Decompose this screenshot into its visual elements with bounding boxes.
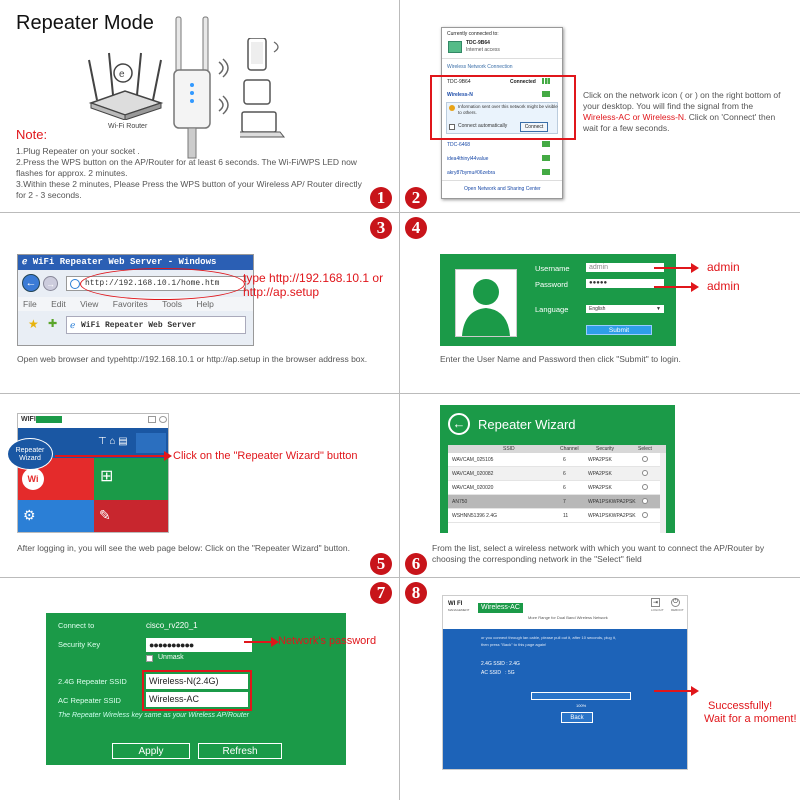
password-callout: Network's password [278,635,377,647]
back-button[interactable]: Back [561,712,593,723]
progress-bar [531,692,631,700]
ssid24-input[interactable]: Wireless-N(2.4G) [146,674,248,689]
network-topology-icon: ⊤ ⌂ ▤ [98,436,128,447]
table-row[interactable] [448,453,660,467]
menu-favorites[interactable]: Favorites [112,299,148,309]
chevron-down-icon: ▼ [656,306,661,312]
connect-to-value: cisco_rv220_1 [146,621,198,630]
ssid24-info: 2.4G SSID : 2.4G [481,661,520,667]
success-body [443,629,688,770]
repeater-wizard-button[interactable]: Repeater Wizard [7,438,53,470]
repeater-device-icon [168,15,216,165]
security-cell: WPA1PSKWPA2PSK [588,513,636,519]
wifi-icon: Wi [22,468,44,490]
ie-icon: ℯ [22,257,33,267]
select-radio[interactable] [642,484,648,490]
step-badge-2: 2 [405,187,427,209]
page-title: Repeater Mode [16,12,154,34]
ssidac-info: AC SSID : 5G [481,670,515,676]
ssid24-label: 2.4G Repeater SSID [58,677,127,686]
network-row[interactable]: akry87bymu#06zebra [447,170,496,176]
browser-window [17,254,254,346]
page-icon [70,279,80,289]
highlight-ellipse [80,268,245,300]
reconnect-message-1: or you connect through lan cable, please pull out it, after 10 seconds, plug it, [481,635,616,640]
arrow-to-wizard [55,455,165,457]
dashboard-screenshot [17,413,169,533]
network-row[interactable]: TDC-6468 [447,142,471,148]
username-label: Username [535,264,570,273]
reboot-label: REBOOT [671,608,684,612]
brand-logo: WIFI [21,416,36,423]
repeater-key-note: The Repeater Wireless key same as your Wireless AP/Router [58,712,250,719]
language-select[interactable]: English [586,305,664,313]
current-network-status: Internet access [466,47,500,53]
submit-button[interactable]: Submit [586,325,652,335]
back-arrow-icon[interactable]: ← [22,274,40,292]
favorites-star-icon[interactable]: ★ [28,317,39,331]
progress-fill [532,693,630,699]
success-screen [442,595,688,770]
step6-caption: From the list, select a wireless network with which you want to connect the AP/Router by choosing the corresponding network in the "Select" field [432,543,765,564]
select-radio[interactable] [642,470,648,476]
brand-badge [36,416,62,423]
select-radio[interactable] [642,498,648,504]
open-network-center-link[interactable]: Open Network and Sharing Center [464,186,541,192]
step-badge-8: 8 [405,582,427,604]
note-line-1: 1.Plug Repeater on your socket . [16,146,140,156]
unmask-label: Unmask [158,654,184,661]
signal-waves-icon [215,58,235,78]
security-cell: WPA2PSK [588,471,612,477]
menu-view[interactable]: View [80,299,99,309]
note-line-3: 3.Within these 2 minutes, Please Press the WPS button of your Wireless AP/ Router directly for 2 - 3 seconds. [16,179,362,200]
password-input[interactable]: ●●●●● [586,279,664,288]
step-badge-5: 5 [370,553,392,575]
ssid-highlight-box [142,670,252,711]
security-key-input[interactable]: ●●●●●●●●●● [146,638,252,652]
currently-connected-label: Currently connected to: [447,31,499,37]
network-row[interactable]: idea4thinyl44value [447,156,489,162]
address-bar[interactable]: http://192.168.10.1/home.htm [66,276,246,291]
table-scrollbar[interactable] [660,453,666,533]
select-radio[interactable] [642,512,648,518]
signal-strength-icon [542,169,550,175]
select-radio[interactable] [642,456,648,462]
brand-sub: MANAGEMENT [448,608,470,612]
success-callout: Successfully! Wait for a moment! [704,700,797,725]
reboot-icon[interactable]: ⏻ [671,598,680,607]
wireless-section-label: Wireless Network Connection [447,64,513,70]
table-row[interactable] [448,495,660,509]
ssid-cell: WSHNN51396 2.4G [452,513,498,519]
step1-caption: Click on the network icon ( or ) on the right bottom of your desktop. You will find the signal from the Wireless-AC or Wireless-N. Click on 'Connect' then wait for a few seconds. [583,90,781,133]
ssid-cell: WAVCAM_025105 [452,457,494,463]
menu-file[interactable]: File [23,299,37,309]
arrow-to-progress [654,690,692,692]
step3-caption: Open web browser and typehttp://192.168.10.1 or http://ap.setup in the browser address box. [17,354,368,364]
password-label: Password [535,280,568,289]
network-tile[interactable] [94,458,169,500]
url-hint: type http://192.168.10.1 or http://ap.setup [243,271,384,299]
tools-icon: ✎ [99,507,111,523]
network-tree-icon: ⊞ [100,468,114,485]
row-divider [0,212,800,213]
wifi-router-icon [85,45,165,120]
step-badge-3: 3 [370,217,392,239]
progress-percent: 100% [576,703,587,708]
network-row-name[interactable]: TDC-9B64 [447,79,471,85]
connect-button[interactable]: Connect [520,122,548,132]
column-ssid: SSID [503,446,515,452]
menu-edit[interactable]: Edit [51,299,66,309]
table-row[interactable] [448,481,660,495]
repeater-wizard-panel [440,405,675,533]
channel-cell: 6 [563,485,566,491]
auto-connect-label: Connect automatically [458,123,508,129]
user-silhouette-icon [456,270,516,336]
brand-logo: WI FI [448,601,463,607]
connect-to-label: Connect to [58,621,95,630]
brand-badge: Wireless-AC [478,603,523,613]
channel-cell: 6 [563,471,566,477]
ie-icon: ℯ [70,320,76,330]
ssid-cell: WAVCAM_020020 [452,485,494,491]
logout-icon[interactable] [148,416,156,423]
username-input[interactable]: admin [586,263,664,272]
gear-icon: ⚙ [23,507,36,523]
settings-tile[interactable] [18,500,94,533]
security-cell: WPA2PSK [588,485,612,491]
ssid-cell: WAVCAM_020082 [452,471,494,477]
signal-strength-icon [542,155,550,161]
step4-caption: Enter the User Name and Password then click "Submit" to login. [440,354,681,364]
current-network-name: TDC-9B64 [466,40,490,46]
status-box [136,433,166,453]
table-row[interactable] [448,467,660,481]
ssidac-input[interactable]: Wireless-AC [146,692,248,707]
username-callout: admin [707,260,740,274]
unmask-checkbox[interactable] [146,655,153,662]
arrow-to-username [654,267,692,269]
signal-waves-icon [215,95,235,115]
add-favorite-icon[interactable]: ✚ [48,318,58,330]
router-label: Wi-Fi Router [108,123,148,130]
column-security: Security [596,446,615,452]
avatar [455,269,517,337]
network-row-wireless-n[interactable]: Wireless-N [447,92,473,98]
column-divider [399,0,400,800]
step-badge-1: 1 [370,187,392,209]
security-key-label: Security Key [58,640,101,649]
network-row-status: Connected [510,79,536,85]
apply-button[interactable]: Apply [112,743,190,759]
note-line-2: 2.Press the WPS button on the AP/Router for at least 6 seconds. The Wi-Fi/WPS LED now flashes for approx. 2 minutes. [16,157,357,178]
row-divider [0,393,800,394]
table-header [448,445,666,453]
wizard-title: Repeater Wizard [478,417,576,432]
forward-arrow-icon[interactable]: → [43,276,58,291]
refresh-button[interactable]: Refresh [198,743,282,759]
tagline: More Range for Dual Band Wireless Network [528,615,608,620]
wizard-callout: Click on the "Repeater Wizard" button [173,450,358,462]
row-divider [0,577,800,578]
note-title: Note: [16,127,48,142]
step-badge-6: 6 [405,553,427,575]
browser-tab[interactable]: WiFi Repeater Web Server [66,316,246,334]
reconnect-message-2: then press "Back" to this page again! [481,642,547,647]
password-callout: admin [707,279,740,293]
logout-label: LOGOUT [651,608,664,612]
language-label: Language [535,305,569,314]
reboot-icon[interactable] [159,416,167,423]
login-panel [440,254,676,346]
browser-title-bar: ℯ WiFi Repeater Web Server - Windows [18,255,254,270]
arrow-to-key [244,641,272,643]
highlight-box [430,75,576,140]
tools-tile[interactable] [94,500,169,533]
table-row[interactable] [448,509,660,523]
ssidac-label: AC Repeater SSID [58,696,121,705]
channel-cell: 11 [563,513,569,519]
security-info-text: Information sent over this network might be visible to others. [458,104,558,115]
signal-strength-icon [542,141,550,147]
menu-help[interactable]: Help [196,299,214,309]
security-cell: WPA1PSKWPA2PSK [588,499,636,505]
arrow-to-password [654,286,692,288]
channel-cell: 7 [563,499,566,505]
column-select: Select [638,446,652,452]
network-icon [448,41,462,53]
signal-waves-icon [270,38,288,56]
step5-caption: After logging in, you will see the web page below: Click on the "Repeater Wizard" button. [17,543,350,553]
channel-cell: 6 [563,457,566,463]
step-badge-7: 7 [370,582,392,604]
security-cell: WPA2PSK [588,457,612,463]
column-channel: Channel [560,446,579,452]
logout-icon[interactable]: ⇥ [652,600,659,606]
ssid-cell: AN750 [452,499,468,505]
back-arrow-icon[interactable]: ← [448,413,470,435]
menu-tools[interactable]: Tools [162,299,182,309]
step-badge-4: 4 [405,217,427,239]
svg-text:e: e [119,69,125,80]
ssid-table [448,445,666,533]
